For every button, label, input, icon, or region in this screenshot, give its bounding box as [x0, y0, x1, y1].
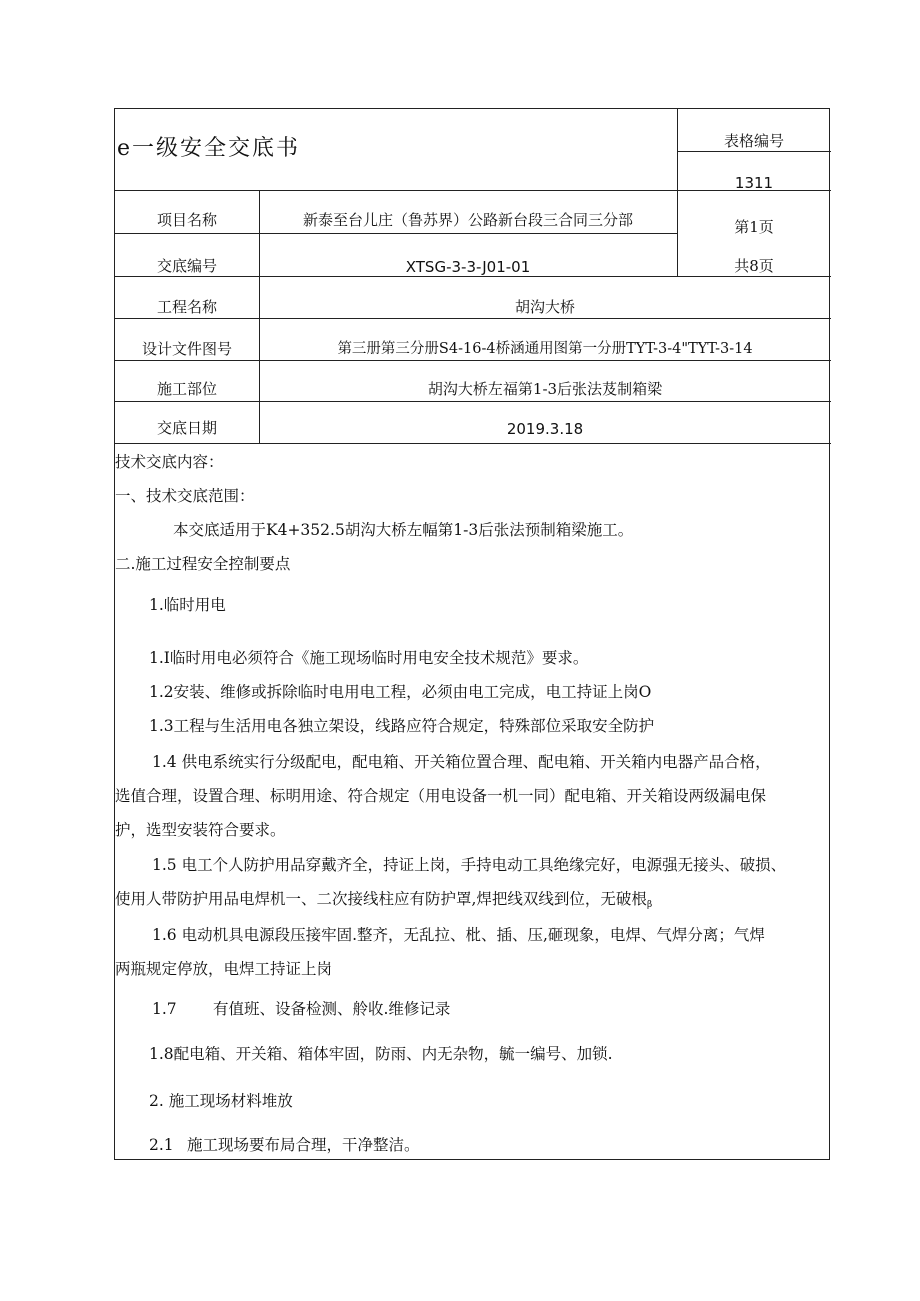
- paragraph-1-8: 1.8配电箱、开关箱、箱体牢固，防雨、内无杂物，毓一编号、加锁.: [149, 1045, 613, 1063]
- paragraph-1-7-text: 有值班、设备检测、舲收.维修记录: [213, 1000, 451, 1018]
- section-2-title: 二.施工过程安全控制要点: [115, 555, 291, 573]
- paragraph-2-1-text: 施工现场要布局合理，干净整洁。: [187, 1136, 420, 1154]
- briefing-number: XTSG-3-3-J01-01: [405, 258, 531, 276]
- content-heading: 技术交底内容：: [115, 453, 224, 471]
- label-design-drawing: 设计文件图号: [141, 340, 232, 358]
- divider: [115, 401, 831, 402]
- label-engineering-name: 工程名称: [156, 298, 217, 316]
- paragraph-1-1: 1.I临时用电必须符合《施工现场临时用电安全技术规范》要求。: [149, 649, 589, 667]
- safety-briefing-form: [114, 108, 830, 1160]
- label-briefing-date: 交底日期: [156, 419, 217, 437]
- divider: [115, 360, 831, 361]
- paragraph-1-4-line-2: 选值合理，设置合理、标明用途、符合规定（用电设备一机一同）配电箱、开关箱设两级漏电保: [115, 787, 767, 805]
- paragraph-1-3: 1.3工程与生活用电各独立架设，线路应符合规定，特殊部位采取安全防护: [149, 717, 655, 735]
- divider: [677, 151, 831, 152]
- paragraph-1-6-line-1: 1.6 电动机具电源段压接牢固.整齐，无乱拉、枇、插、压,砸现象，电焊、气焊分离；气焊: [152, 926, 765, 944]
- project-name: 新泰至台儿庄（鲁苏界）公路新台段三合同三分部: [302, 211, 633, 229]
- label-construction-part: 施工部位: [156, 380, 217, 398]
- subsection-2-title: 2. 施工现场材料堆放: [149, 1092, 293, 1110]
- briefing-date: 2019.3.18: [506, 420, 584, 438]
- paragraph-1-2: 1.2安装、维修或拆除临时电用电工程，必须由电工完成，电工持证上岗O: [149, 683, 652, 701]
- divider: [115, 233, 677, 234]
- paragraph-2-1-number: 2.1: [149, 1136, 174, 1154]
- document-title: e一级安全交底书: [117, 136, 301, 161]
- divider: [115, 318, 831, 319]
- paragraph-1-5-line-2: 使用人带防护用品电焊机一、二次接线柱应有防护罩,焊把线双线到位，无破根β: [115, 890, 653, 910]
- form-number-value: 1311: [734, 174, 774, 192]
- divider: [115, 443, 831, 444]
- paragraph-1-6-line-2: 两瓶规定停放，电焊工持证上岗: [115, 960, 333, 978]
- section-1-text: 本交底适用于K4+352.5胡沟大桥左幅第1-3后张法预制箱梁施工。: [173, 521, 634, 539]
- page-total: 共8页: [734, 257, 774, 275]
- label-project-name: 项目名称: [156, 211, 217, 229]
- paragraph-1-5-line-1: 1.5 电工个人防护用品穿戴齐全，持证上岗，手持电动工具绝缘完好，电源强无接头、破损、: [152, 856, 787, 874]
- form-number-label: 表格编号: [723, 132, 784, 150]
- engineering-name: 胡沟大桥: [514, 298, 575, 316]
- label-briefing-no: 交底编号: [156, 257, 217, 275]
- subsection-1-title: 1.临时用电: [149, 596, 226, 614]
- design-drawing-number: 第三册第三分册S4-16-4桥涵通用图第一分册TYT-3-4"TYT-3-14: [337, 341, 753, 357]
- construction-part: 胡沟大桥左福第1-3后张法芨制箱梁: [427, 380, 663, 398]
- paragraph-1-7-number: 1.7: [152, 1000, 177, 1018]
- page-current: 第1页: [734, 218, 774, 236]
- paragraph-1-4-line-3: 护，选型安装符合要求。: [115, 821, 286, 839]
- paragraph-1-4-line-1: 1.4 供电系统实行分级配电，配电箱、开关箱位置合理、配电箱、开关箱内电器产品合格，: [152, 753, 771, 771]
- section-1-title: 一、技术交底范围：: [115, 487, 255, 505]
